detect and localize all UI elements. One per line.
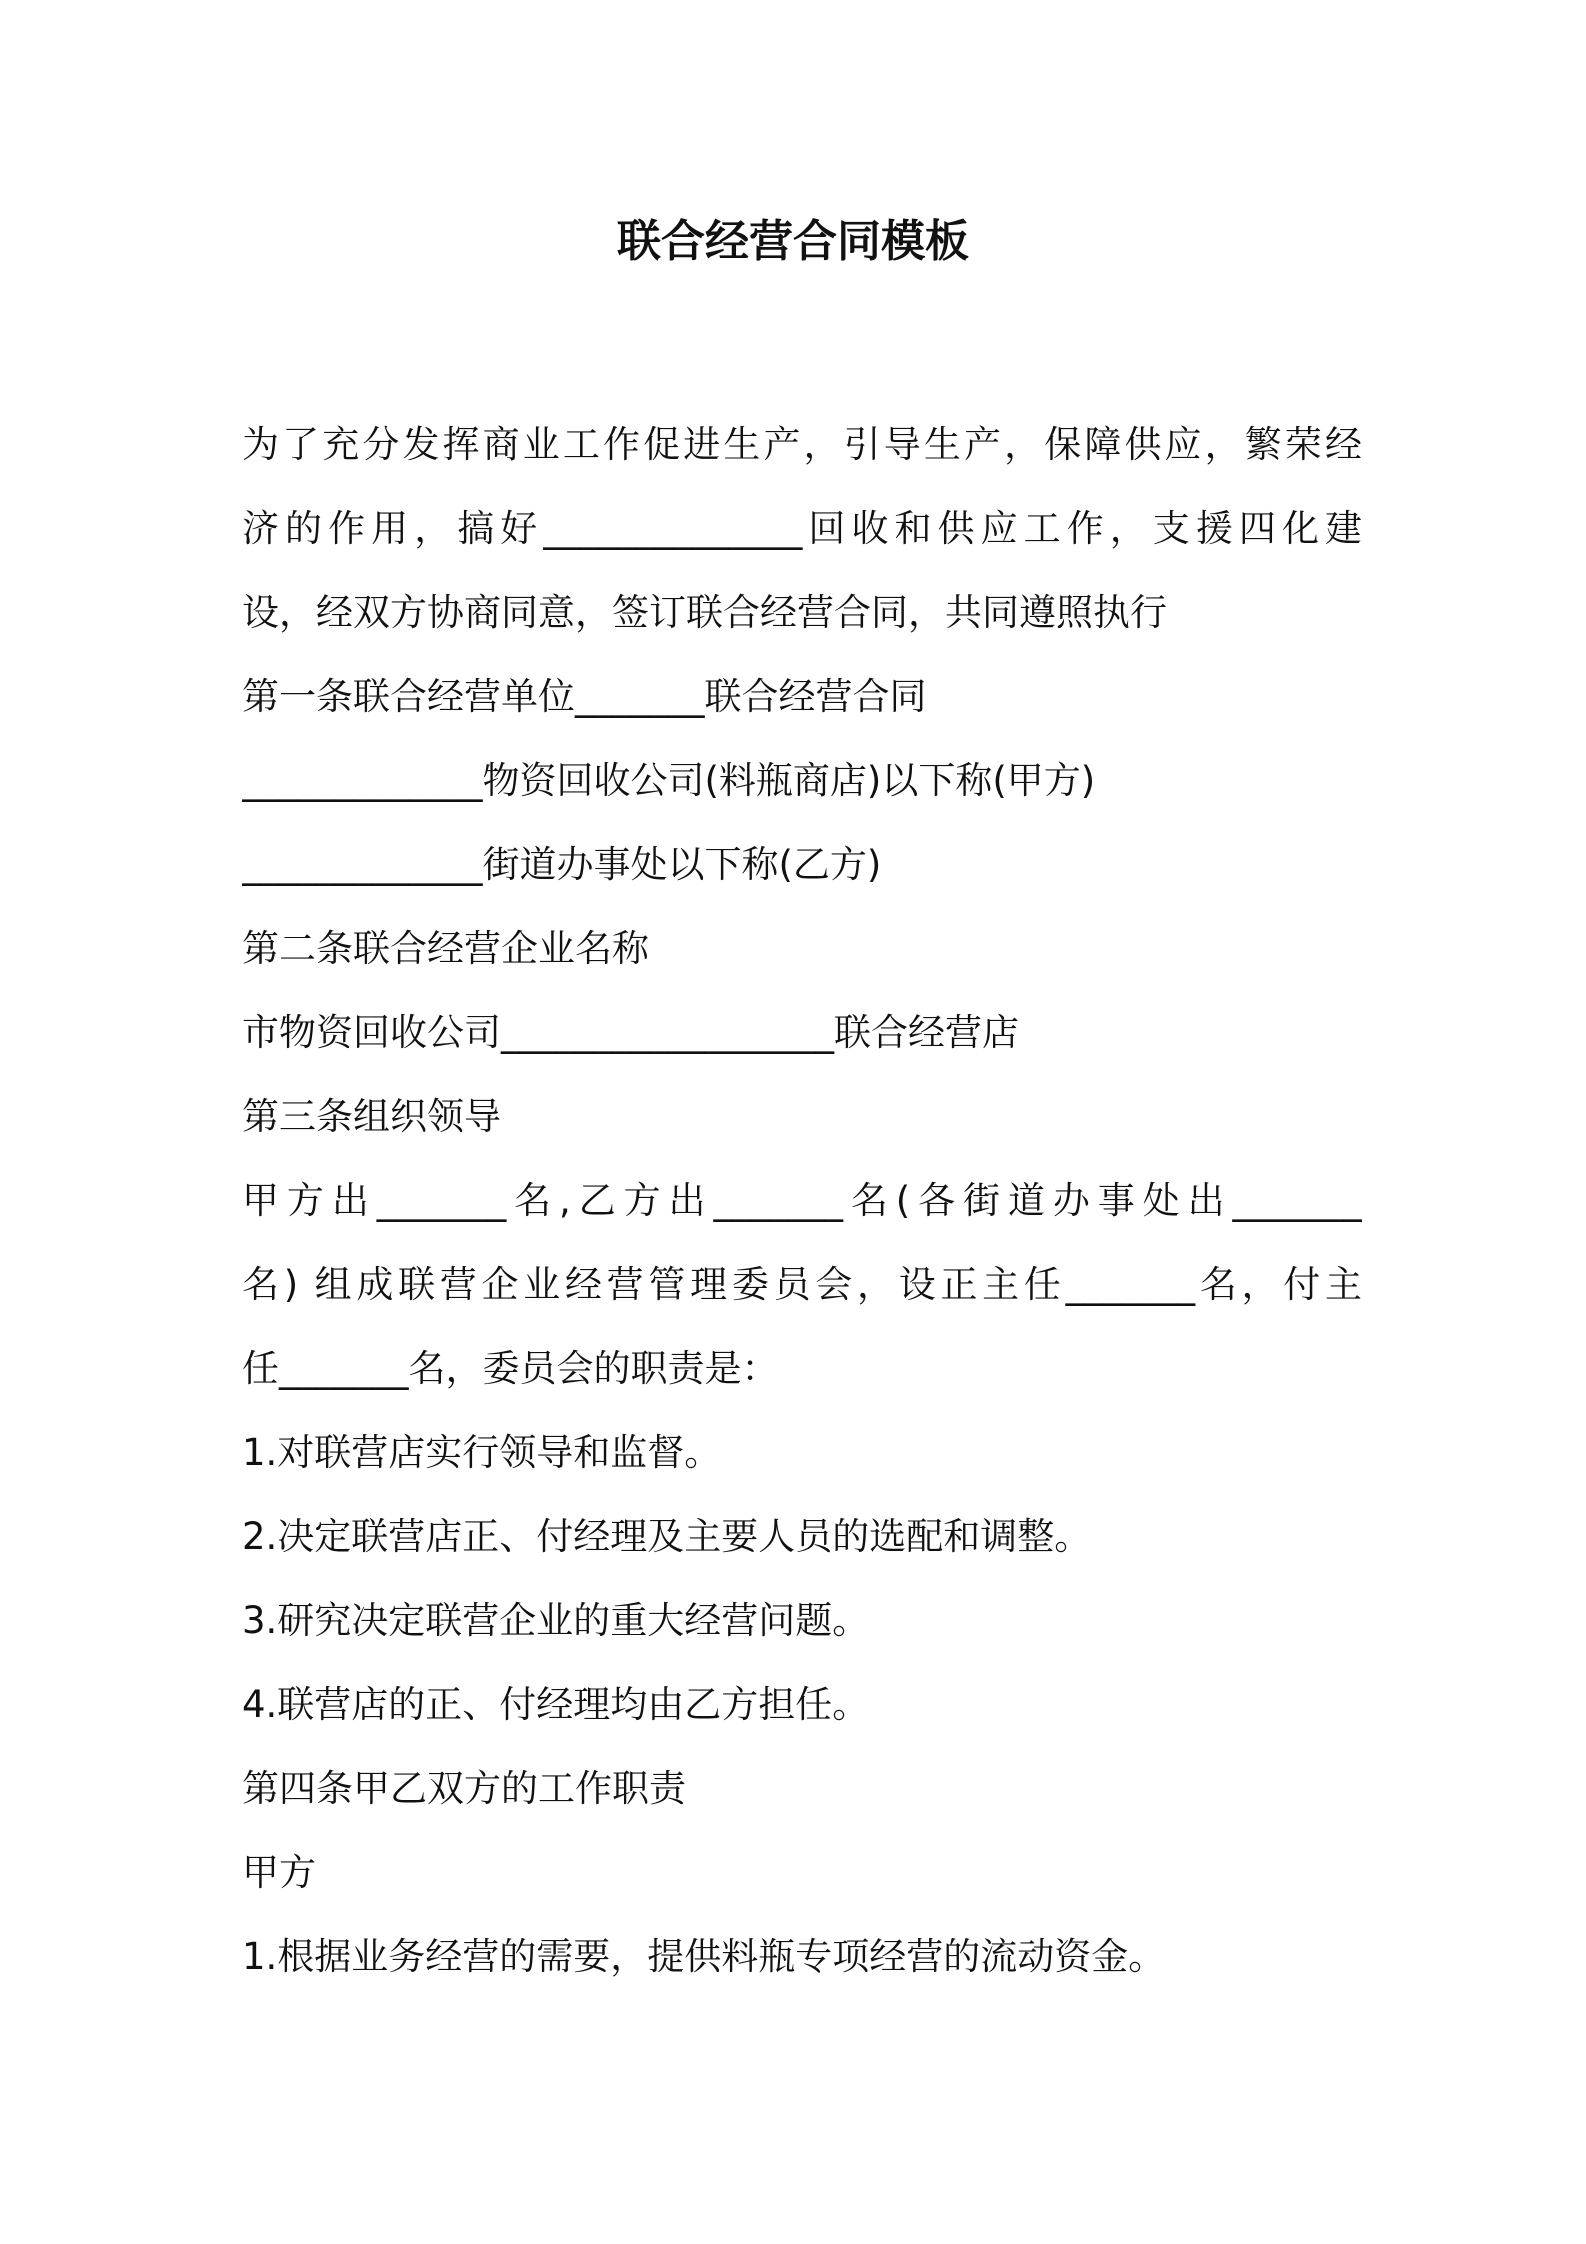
paragraph-line: 设，经双方协商同意，签订联合经营合同，共同遵照执行 xyxy=(242,591,1167,634)
paragraph-line: 为了充分发挥商业工作促进生产，引导生产，保障供应，繁荣经 xyxy=(242,423,1362,466)
document-body xyxy=(242,403,1362,1999)
article-heading: 第三条组织领导 xyxy=(242,1095,501,1138)
article-heading: 第四条甲乙双方的工作职责 xyxy=(242,1767,686,1810)
paragraph-line: _____________街道办事处以下称(乙方) xyxy=(242,843,882,886)
list-item: 1.根据业务经营的需要，提供料瓶专项经营的流动资金。 xyxy=(242,1935,1166,1978)
paragraph-line: 市物资回收公司__________________联合经营店 xyxy=(242,1011,1019,1054)
paragraph-line: 济的作用，搞好______________回收和供应工作，支援四化建 xyxy=(242,507,1362,550)
list-item: 2.决定联营店正、付经理及主要人员的选配和调整。 xyxy=(242,1515,1092,1558)
paragraph-line: 名) 组成联营企业经营管理委员会，设正主任_______名，付主 xyxy=(242,1263,1362,1306)
list-item: 3.研究决定联营企业的重大经营问题。 xyxy=(242,1599,870,1642)
paragraph-line: _____________物资回收公司(料瓶商店)以下称(甲方) xyxy=(242,759,1096,802)
section-label: 甲方 xyxy=(242,1851,316,1894)
paragraph-line: 甲方出_______名,乙方出_______名(各街道办事处出_______ xyxy=(242,1179,1362,1222)
document-title: 联合经营合同模板 xyxy=(617,216,969,267)
list-item: 4.联营店的正、付经理均由乙方担任。 xyxy=(242,1683,870,1726)
article-heading: 第二条联合经营企业名称 xyxy=(242,927,649,970)
list-item: 1.对联营店实行领导和监督。 xyxy=(242,1431,722,1474)
article-heading: 第一条联合经营单位_______联合经营合同 xyxy=(242,675,927,718)
paragraph-line: 任_______名，委员会的职责是： xyxy=(242,1347,779,1390)
